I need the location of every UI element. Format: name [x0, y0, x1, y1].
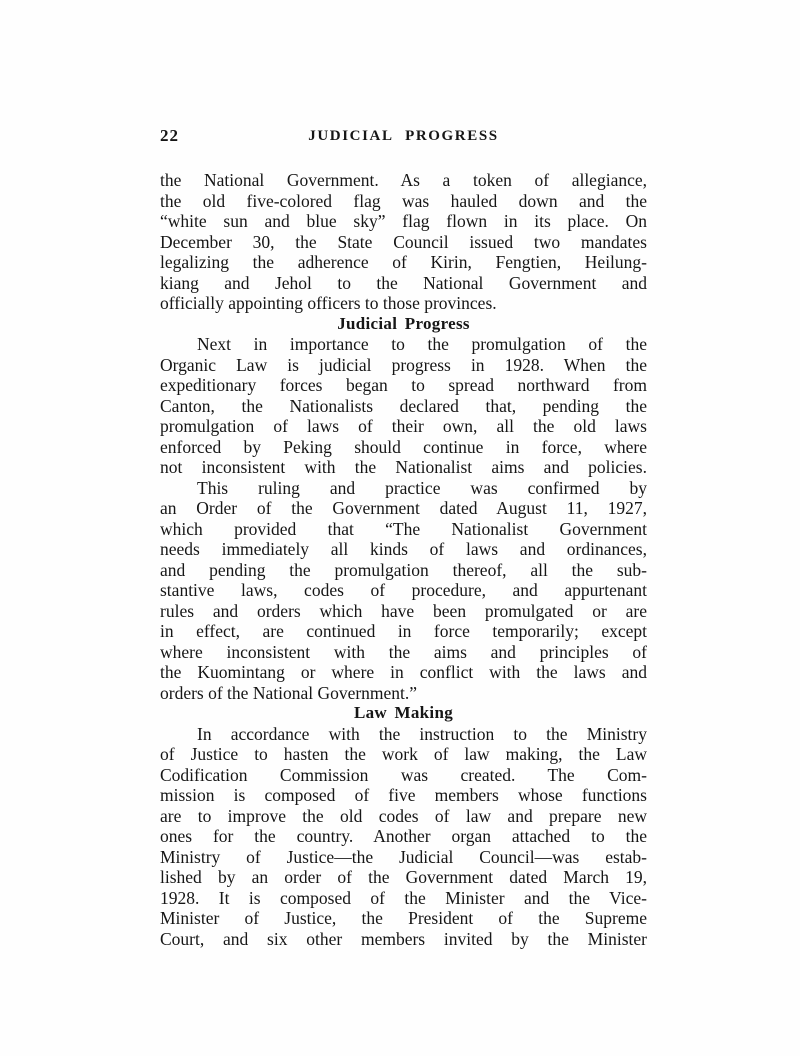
section-heading: Judicial Progress — [337, 313, 470, 333]
text-line: in effect, are continued in force temporarily; except — [160, 621, 647, 641]
text-line: Minister of Justice, the President of the Supreme — [160, 908, 647, 928]
text-line: kiang and Jehol to the National Government and — [160, 272, 647, 293]
text-line: Court, and six other members invited by the Minister — [160, 928, 647, 949]
text-line: enforced by Peking should continue in force, where — [160, 436, 647, 457]
text-line: expeditionary forces began to spread northward from — [160, 375, 647, 395]
text-line: officially appointing officers to those provinces. — [160, 293, 497, 313]
text-line: Organic Law is judicial progress in 1928. When the — [160, 354, 647, 375]
paragraph — [160, 170, 647, 314]
text-line: legalizing the adherence of Kirin, Fengtien, Heilung- — [160, 252, 647, 272]
text-line: Ministry of Justice—the Judicial Council—was estab- — [160, 846, 647, 867]
text-line: the old five-colored flag was hauled down and the — [160, 190, 647, 211]
text-line: and pending the promulgation thereof, all the sub- — [160, 559, 647, 580]
paragraph — [160, 478, 647, 704]
text-line: the National Government. As a token of allegiance, — [160, 170, 647, 190]
text-line: orders of the National Government.” — [160, 682, 418, 703]
text-line: stantive laws, codes of procedure, and appurtenant — [160, 580, 647, 600]
text-line: an Order of the Government dated August 11, 1927, — [160, 498, 647, 518]
page-number: 22 — [160, 126, 179, 145]
text-line: December 30, the State Council issued two mandates — [160, 231, 647, 252]
text-line: mission is composed of five members whose functions — [160, 785, 647, 805]
paragraph — [160, 334, 647, 478]
text-column — [160, 126, 647, 949]
text-line: “white sun and blue sky” flag flown in its place. On — [160, 211, 647, 231]
section-heading: Law Making — [353, 703, 454, 722]
text-line: ones for the country. Another organ attached to the — [160, 826, 647, 846]
text-line: promulgation of laws of their own, all the old laws — [160, 416, 647, 436]
text-line: needs immediately all kinds of laws and ordinances, — [160, 539, 647, 559]
text-line: Codification Commission was created. The Com- — [160, 764, 647, 785]
text-line: Next in importance to the promulgation of the — [197, 334, 647, 354]
text-line: rules and orders which have been promulgated or are — [160, 600, 647, 621]
text-line: where inconsistent with the aims and principles of — [160, 641, 647, 662]
text-line: the Kuomintang or where in conflict with the laws and — [160, 662, 647, 682]
text-line: lished by an order of the Government dated March 19, — [160, 867, 647, 887]
text-line: not inconsistent with the Nationalist aims and policies. — [160, 457, 647, 477]
running-header — [160, 126, 647, 146]
text-line: In accordance with the instruction to the Ministry — [197, 723, 647, 744]
text-line: of Justice to hasten the work of law making, the Law — [160, 744, 647, 764]
text-line: Canton, the Nationalists declared that, pending the — [160, 395, 647, 416]
page-body — [160, 170, 647, 949]
paragraph — [160, 724, 647, 950]
text-line: This ruling and practice was confirmed by — [197, 477, 647, 498]
text-line: 1928. It is composed of the Minister and the Vice- — [160, 887, 647, 908]
text-line: which provided that “The Nationalist Government — [160, 518, 647, 539]
running-title: JUDICIAL PROGRESS — [308, 128, 499, 144]
text-line: are to improve the old codes of law and prepare new — [160, 805, 647, 826]
